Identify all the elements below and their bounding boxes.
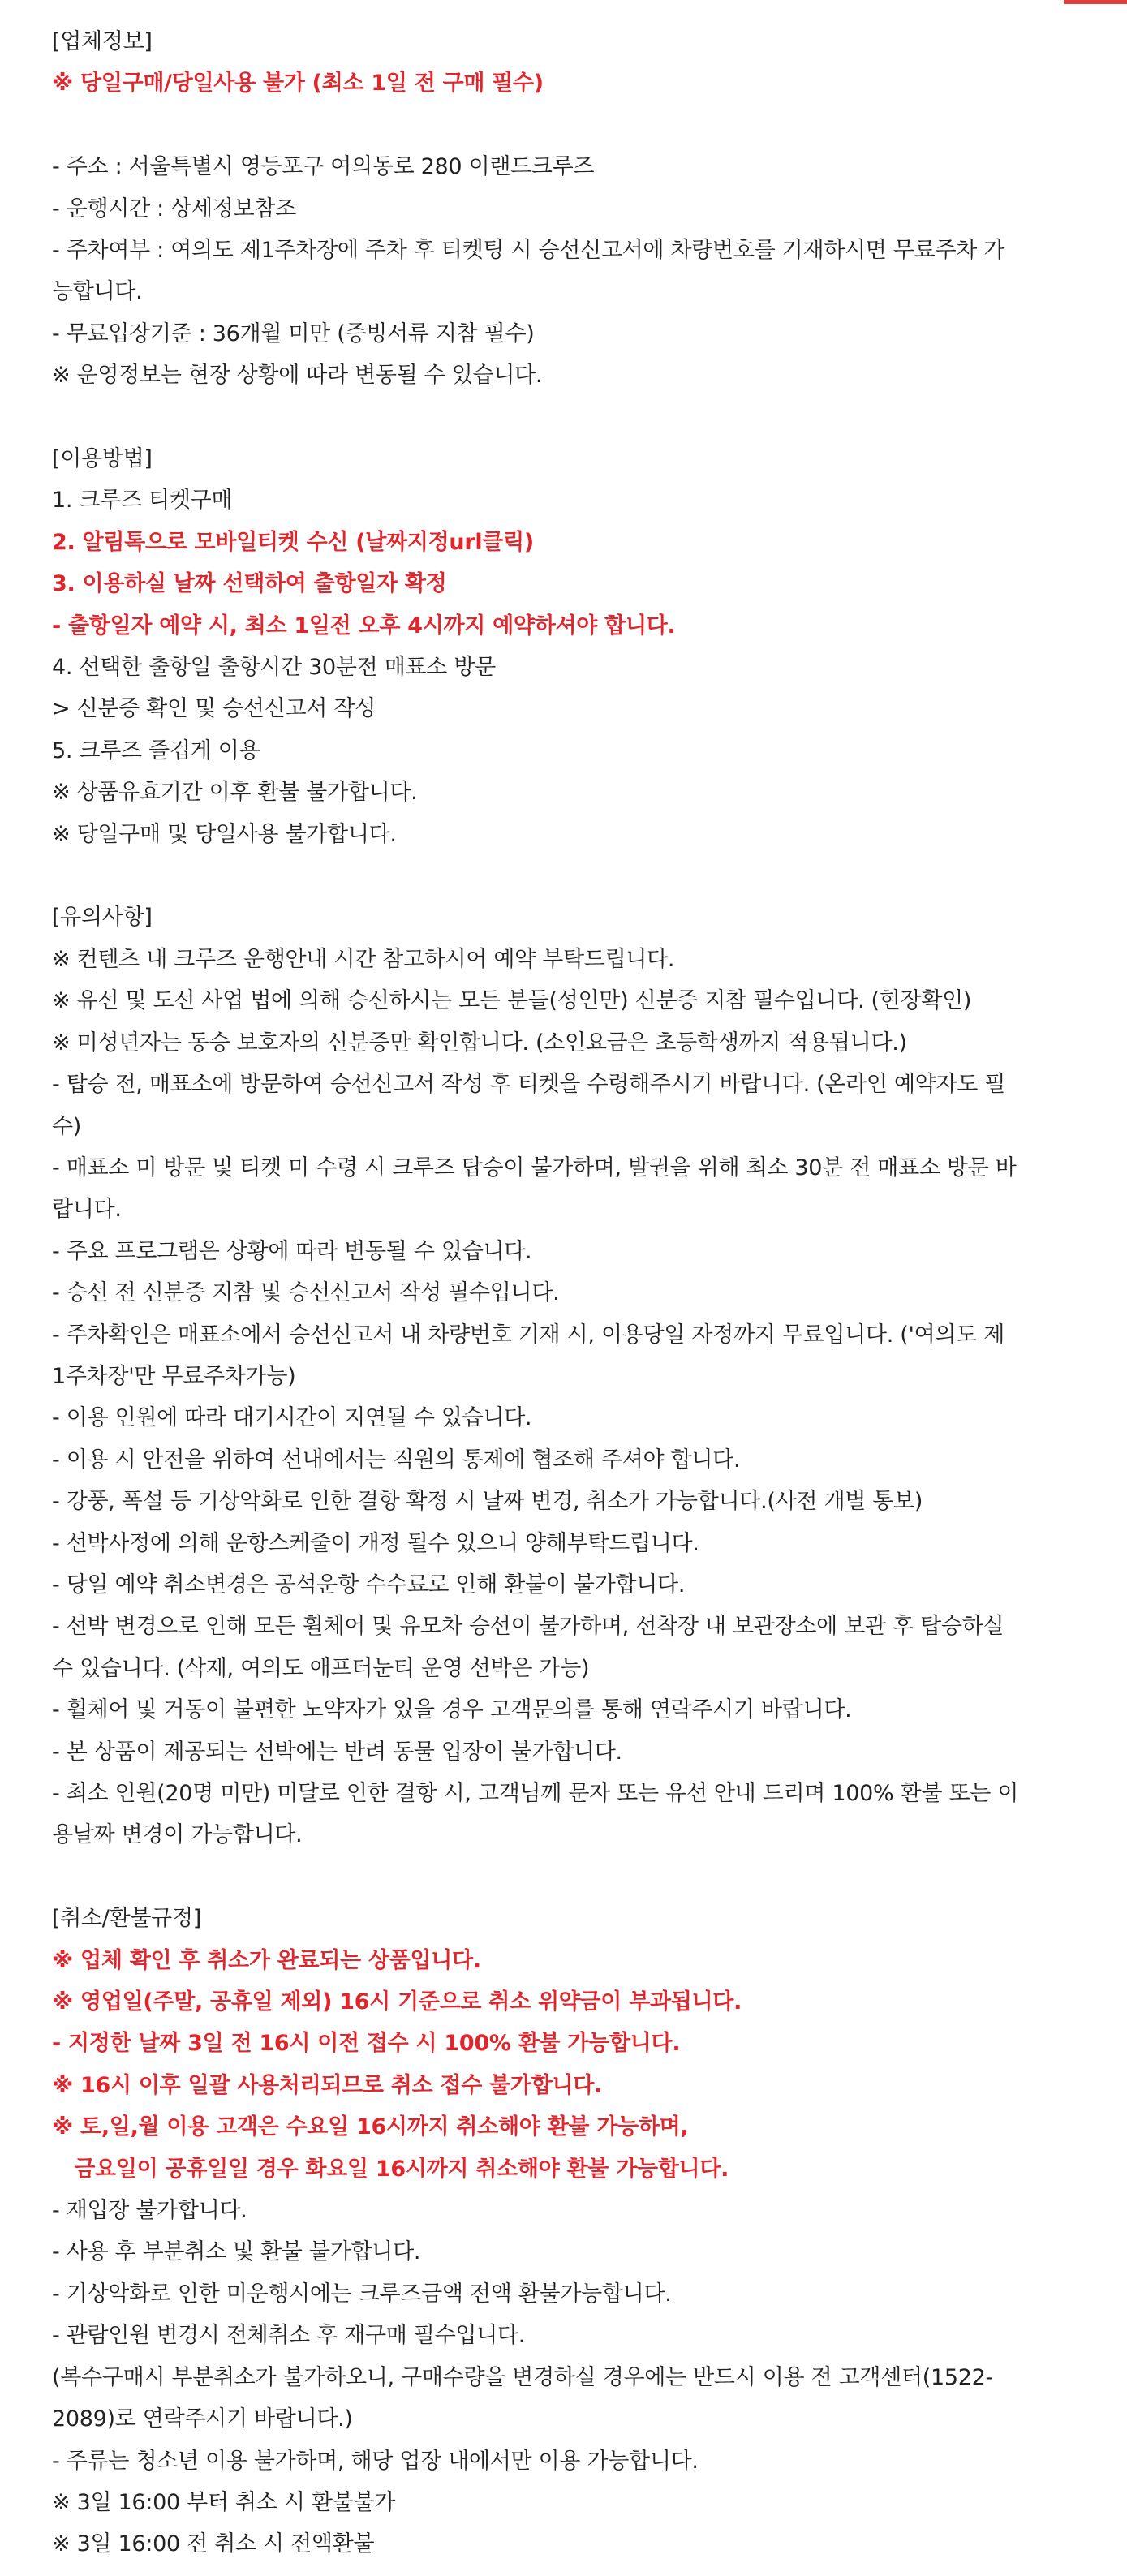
highlight-line: ※ 16시 이후 일괄 사용처리되므로 취소 접수 불가합니다. xyxy=(52,2072,602,2098)
corner-accent-bar xyxy=(1064,0,1127,4)
text-line: 1주차장'만 무료주차가능) xyxy=(52,1363,296,1389)
text-line: ※ 컨텐츠 내 크루즈 운행안내 시간 참고하시어 예약 부탁드립니다. xyxy=(52,946,675,972)
text-line: - 이용 인원에 따라 대기시간이 지연될 수 있습니다. xyxy=(52,1405,532,1431)
text-line: - 주차여부 : 여의도 제1주차장에 주차 후 티켓팅 시 승선신고서에 차량번호를 기재하시면 무료주차 가 xyxy=(52,238,1005,264)
text-line: 수 있습니다. (삭제, 여의도 애프터눈티 운영 선박은 가능) xyxy=(52,1655,590,1681)
text-line: ※ 3일 16:00 전 취소 시 전액환불 xyxy=(52,2531,375,2557)
highlight-line: - 출항일자 예약 시, 최소 1일전 오후 4시까지 예약하셔야 합니다. xyxy=(52,613,676,639)
text-line: 랍니다. xyxy=(52,1197,122,1223)
text-line: - 주요 프로그램은 상황에 따라 변동될 수 있습니다. xyxy=(52,1238,532,1264)
text-line: - 주차확인은 매표소에서 승선신고서 내 차량번호 기재 시, 이용당일 자정까지 무료입니다. ('여의도 제 xyxy=(52,1322,1005,1348)
text-line: - 선박 변경으로 인해 모든 휠체어 및 유모차 승선이 불가하며, 선착장 내 보관장소에 보관 후 탑승하실 xyxy=(52,1614,1004,1640)
text-line: - 무료입장기준 : 36개월 미만 (증빙서류 지참 필수) xyxy=(52,320,535,346)
text-line: - 관람인원 변경시 전체취소 후 재구매 필수입니다. xyxy=(52,2323,526,2349)
text-line: 수) xyxy=(52,1113,82,1139)
highlight-line: ※ 토,일,월 이용 고객은 수요일 16시까지 취소해야 환불 가능하며, xyxy=(52,2114,689,2140)
highlight-line: 금요일이 공휴일일 경우 화요일 16시까지 취소해야 환불 가능합니다. xyxy=(52,2156,729,2182)
text-line: ※ 미성년자는 동승 보호자의 신분증만 확인합니다. (소인요금은 초등학생까지 적용됩니다.) xyxy=(52,1030,907,1056)
text-line: [이용방법] xyxy=(52,446,153,472)
product-notice-text xyxy=(52,21,1099,2565)
highlight-line: ※ 업체 확인 후 취소가 완료되는 상품입니다. xyxy=(52,1947,481,1973)
text-line: - 탑승 전, 매표소에 방문하여 승선신고서 작성 후 티켓을 수령해주시기 바랍니다. (온라인 예약자도 필 xyxy=(52,1072,1006,1098)
text-line: - 매표소 미 방문 및 티켓 미 수령 시 크루즈 탑승이 불가하며, 발권을 위해 최소 30분 전 매표소 방문 바 xyxy=(52,1155,1017,1180)
text-line: - 재입장 불가합니다. xyxy=(52,2198,247,2224)
highlight-line: ※ 당일구매/당일사용 불가 (최소 1일 전 구매 필수) xyxy=(52,71,544,97)
text-line: ※ 상품유효기간 이후 환불 불가합니다. xyxy=(52,780,418,806)
blank-line xyxy=(52,1856,1099,1898)
text-line: (복수구매시 부분취소가 불가하오니, 구매수량을 변경하실 경우에는 반드시 이용 전 고객센터(1522- xyxy=(52,2364,993,2390)
text-line: - 본 상품이 제공되는 선박에는 반려 동물 입장이 불가합니다. xyxy=(52,1739,622,1765)
text-line: 용날짜 변경이 가능합니다. xyxy=(52,1822,303,1848)
text-line: [취소/환불규정] xyxy=(52,1906,201,1932)
text-line: - 기상악화로 인한 미운행시에는 크루즈금액 전액 환불가능합니다. xyxy=(52,2281,672,2307)
text-line: ※ 운영정보는 현장 상황에 따라 변동될 수 있습니다. xyxy=(52,363,543,389)
text-line: - 강풍, 폭설 등 기상악화로 인한 결항 확정 시 날짜 변경, 취소가 가능합니다.(사전 개별 통보) xyxy=(52,1489,923,1515)
text-line: - 주소 : 서울특별시 영등포구 여의동로 280 이랜드크루즈 xyxy=(52,154,595,180)
highlight-line: 2. 알림톡으로 모바일티켓 수신 (날짜지정url클릭) xyxy=(52,529,534,555)
text-line: 2089)로 연락주시기 바랍니다.) xyxy=(52,2406,353,2432)
text-line: [유의사항] xyxy=(52,905,153,931)
highlight-line: - 지정한 날짜 3일 전 16시 이전 접수 시 100% 환불 가능합니다. xyxy=(52,2031,681,2057)
text-line: - 주류는 청소년 이용 불가하며, 해당 업장 내에서만 이용 가능합니다. xyxy=(52,2448,699,2474)
text-line: 5. 크루즈 즐겁게 이용 xyxy=(52,738,260,763)
text-line: 4. 선택한 출항일 출항시간 30분전 매표소 방문 xyxy=(52,655,496,681)
text-line: - 이용 시 안전을 위하여 선내에서는 직원의 통제에 협조해 주셔야 합니다. xyxy=(52,1447,741,1473)
text-line: 능합니다. xyxy=(52,279,143,305)
text-line: > 신분증 확인 및 승선신고서 작성 xyxy=(52,696,376,722)
blank-line xyxy=(52,855,1099,897)
text-line: ※ 당일구매 및 당일사용 불가합니다. xyxy=(52,821,397,847)
text-line: - 사용 후 부분취소 및 환불 불가합니다. xyxy=(52,2239,421,2265)
text-line: [업체정보] xyxy=(52,29,153,54)
blank-line xyxy=(52,105,1099,146)
text-line: - 당일 예약 취소변경은 공석운항 수수료로 인해 환불이 불가합니다. xyxy=(52,1572,686,1598)
highlight-line: 3. 이용하실 날짜 선택하여 출항일자 확정 xyxy=(52,571,447,597)
text-line: ※ 3일 16:00 부터 취소 시 환불불가 xyxy=(52,2489,396,2515)
highlight-line: ※ 영업일(주말, 공휴일 제외) 16시 기준으로 취소 위약금이 부과됩니다. xyxy=(52,1989,742,2015)
text-line: - 운행시간 : 상세정보참조 xyxy=(52,196,296,221)
text-line: ※ 유선 및 도선 사업 법에 의해 승선하시는 모든 분들(성인만) 신분증 지참 필수입니다. (현장확인) xyxy=(52,988,972,1014)
blank-line xyxy=(52,397,1099,438)
text-line: - 최소 인원(20명 미만) 미달로 인한 결항 시, 고객님께 문자 또는 유선 안내 드리며 100% 환불 또는 이 xyxy=(52,1781,1019,1807)
text-line: 1. 크루즈 티켓구매 xyxy=(52,488,233,514)
text-line: - 선박사정에 의해 운항스케줄이 개정 될수 있으니 양해부탁드립니다. xyxy=(52,1530,699,1556)
text-line: - 승선 전 신분증 지참 및 승선신고서 작성 필수입니다. xyxy=(52,1280,560,1306)
text-line: - 휠체어 및 거동이 불편한 노약자가 있을 경우 고객문의를 통해 연락주시기 바랍니다. xyxy=(52,1697,852,1723)
